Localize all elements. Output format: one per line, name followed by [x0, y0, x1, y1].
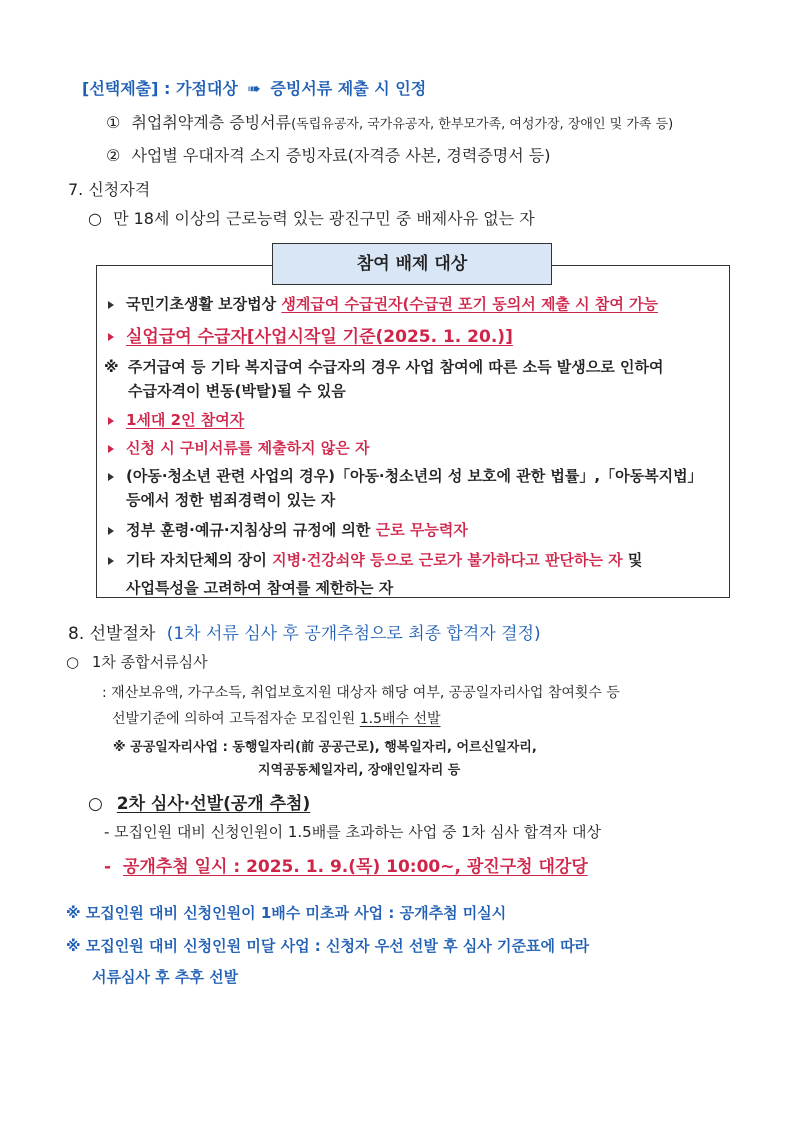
exclusion-item-basic-livelihood: [108, 293, 658, 314]
selective-item-1: [106, 110, 673, 133]
criteria-text: 만 18세 이상의 근로능력 있는 광진구민 중 배제사유 없는 자: [113, 209, 535, 228]
triangle-bullet-icon: [108, 527, 114, 535]
note-shortfall-line-1: ※ 모집인원 대비 신청인원 미달 사업 : 신청자 우선 선발 후 심사 기준표에 따라: [66, 937, 590, 955]
step2-title: [88, 789, 310, 814]
note-line-2: 수급자격이 변동(박탈)될 수 있음: [128, 382, 346, 400]
exclusion-item-criminal-record: [108, 465, 703, 486]
item-main: 취업취약계층 증빙서류: [131, 113, 292, 132]
triangle-bullet-icon: [108, 417, 114, 425]
bullet: ○: [88, 794, 103, 814]
criminal-record-line-2: 등에서 정한 범죄경력이 있는 자: [126, 491, 336, 509]
bullet: ○: [88, 209, 102, 228]
section7-heading: 7. 신청자격: [68, 180, 151, 199]
step2-title-text: 2차 심사·선발(공개 추첨): [116, 794, 311, 814]
section8-heading: [68, 619, 541, 644]
heading-note: (1차 서류 심사 후 공개추첨으로 최종 합격자 결정): [166, 624, 541, 644]
line-text: 선발기준에 의하여 고득점자순 모집인원: [112, 711, 360, 727]
line-highlight: 생계급여 수급권자(수급권 포기 동의서 제출 시 참여 가능: [281, 295, 659, 313]
exclusion-item-two-per-household: [108, 409, 244, 430]
step2-line-2: [104, 852, 588, 877]
selective-header: [82, 76, 426, 99]
exclusion-item-missing-docs: [108, 437, 369, 458]
exclusion-item-health: [108, 549, 642, 570]
line-text: 정부 훈령·예규·지침상의 규정에 의한: [126, 521, 376, 539]
note-shortfall-line-2: 서류심사 후 추후 선발: [92, 968, 239, 986]
item-sub: (독립유공자, 국가유공자, 한부모가족, 여성가장, 장애인 및 가족 등): [291, 117, 674, 132]
note-under-quota: ※ 모집인원 대비 신청인원이 1배수 미초과 사업 : 공개추첨 미실시: [66, 904, 507, 922]
item-main: 사업별 우대자격 소지 증빙자료(자격증 사본, 경력증명서 등): [131, 146, 551, 165]
note-mark: ※: [104, 358, 119, 376]
line-highlight: 1세대 2인 참여자: [126, 411, 245, 429]
line-text: 국민기초생활 보장법상: [126, 295, 282, 313]
exclusion-note: [104, 356, 663, 377]
line-highlight: 지병·건강쇠약 등으로 근로가 불가하다고 판단하는 자: [272, 551, 623, 569]
line-highlight: 실업급여 수급자[사업시작일 기준(2025. 1. 20.)]: [126, 327, 513, 347]
step1-note-line-1: ※ 공공일자리사업 : 동행일자리(前 공공근로), 행복일자리, 어르신일자리,: [113, 740, 537, 755]
step1-line-1: : 재산보유액, 가구소득, 취업보호지원 대상자 해당 여부, 공공일자리사업 참여횟수 등: [102, 685, 620, 701]
triangle-bullet-icon: [108, 445, 114, 453]
selective-rest: 증빙서류 제출 시 인정: [270, 79, 427, 98]
step2-line-1: - 모집인원 대비 신청인원이 1.5배를 초과하는 사업 중 1차 심사 합격자 대상: [104, 823, 601, 841]
exclusion-title: 참여 배제 대상: [272, 243, 552, 285]
item-marker: ①: [106, 113, 121, 132]
triangle-bullet-icon: [108, 333, 114, 341]
note-line-1: 주거급여 등 기타 복지급여 수급자의 경우 사업 참여에 따른 소득 발생으로 인하여: [127, 358, 664, 376]
item-marker: ②: [106, 146, 121, 165]
line-underline: 1.5배수 선발: [359, 711, 441, 727]
exclusion-item-incapable: [108, 519, 468, 540]
line-text: 기타 자치단체의 장이: [126, 551, 273, 569]
selective-label: [선택제출] : 가점대상: [82, 79, 238, 98]
step1-title: [66, 651, 208, 672]
section7-criteria: [88, 206, 535, 229]
arrow-icon: ➠: [247, 79, 261, 98]
step1-title-text: 1차 종합서류심사: [91, 653, 208, 671]
step1-note-line-2: 지역공동체일자리, 장애인일자리 등: [258, 763, 461, 778]
health-line-2: 사업특성을 고려하여 참여를 제한하는 자: [126, 579, 394, 597]
triangle-bullet-icon: [108, 301, 114, 309]
triangle-bullet-icon: [108, 557, 114, 565]
step1-line-2: [112, 708, 441, 728]
lottery-datetime: 공개추첨 일시 : 2025. 1. 9.(목) 10:00~, 광진구청 대강당: [122, 857, 588, 877]
line-text: (아동·청소년 관련 사업의 경우)「아동·청소년의 성 보호에 관한 법률」,「아동복지법」: [126, 467, 703, 485]
triangle-bullet-icon: [108, 473, 114, 481]
line-highlight: 근로 무능력자: [375, 521, 468, 539]
exclusion-item-unemployment: [108, 322, 513, 347]
selective-item-2: [106, 143, 550, 166]
dash: -: [104, 857, 112, 877]
heading-text: 8. 선발절차: [68, 624, 156, 644]
bullet: ○: [66, 653, 80, 671]
line-text: 및: [622, 551, 643, 569]
line-text: 신청 시 구비서류를 제출하지 않은 자: [126, 439, 370, 457]
